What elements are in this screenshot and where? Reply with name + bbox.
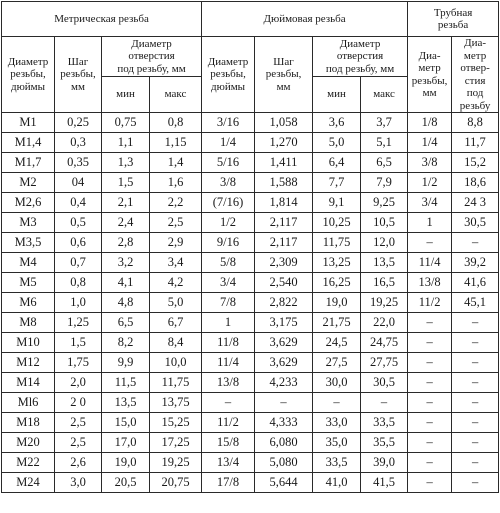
inch-hole-max-cell: 13,5 — [361, 253, 408, 273]
inch-hole-min-cell: 3,6 — [313, 113, 361, 133]
metric-hole-min-cell: 4,8 — [102, 293, 150, 313]
metric-hole-max-cell: 20,75 — [150, 473, 202, 493]
table-row — [2, 153, 499, 173]
metric-pitch-cell: 0,6 — [55, 233, 102, 253]
metric-pitch-cell: 0,35 — [55, 153, 102, 173]
pipe-diameter-cell: 13/8 — [408, 273, 452, 293]
metric-hole-max-cell: 19,25 — [150, 453, 202, 473]
header-line: под резьбу, мм — [117, 62, 186, 75]
metric-pitch-cell: 3,0 — [55, 473, 102, 493]
metric-diameter-cell: M24 — [2, 473, 55, 493]
inch-pitch-cell: 2,822 — [255, 293, 313, 313]
metric-hole-max-cell: 8,4 — [150, 333, 202, 353]
inch-hole-min-cell: 33,5 — [313, 453, 361, 473]
pipe-diameter-cell: 1 — [408, 213, 452, 233]
table-row — [2, 113, 499, 133]
table-row — [2, 473, 499, 493]
pipe-hole-cell: 45,1 — [452, 293, 499, 313]
pipe-hole-cell: 39,2 — [452, 253, 499, 273]
metric-diameter-cell: M20 — [2, 433, 55, 453]
table-body — [2, 113, 499, 493]
inch-hole-min-cell: 41,0 — [313, 473, 361, 493]
metric-diameter-cell: M2,6 — [2, 193, 55, 213]
pipe-diameter-cell: – — [408, 353, 452, 373]
pipe-hole-cell: – — [452, 313, 499, 333]
pipe-diameter-cell: – — [408, 453, 452, 473]
inch-hole-max-cell: 6,5 — [361, 153, 408, 173]
header-line: Шаг — [273, 55, 294, 68]
thread-drill-size-table — [1, 1, 499, 493]
pipe-diameter-cell: 1/4 — [408, 133, 452, 153]
metric-hole-max-cell: 2,9 — [150, 233, 202, 253]
metric-hole-max-cell: 2,5 — [150, 213, 202, 233]
metric-diameter-cell: M8 — [2, 313, 55, 333]
pipe-hole-cell: – — [452, 453, 499, 473]
metric-pitch-cell: 04 — [55, 173, 102, 193]
inch-hole-min-cell: 10,25 — [313, 213, 361, 233]
metric-diameter-cell: M22 — [2, 453, 55, 473]
pipe-diameter-cell: – — [408, 393, 452, 413]
inch-pitch-cell: 1,588 — [255, 173, 313, 193]
metric-hole-max-cell: 10,0 — [150, 353, 202, 373]
pipe-hole-cell: – — [452, 433, 499, 453]
pipe-diameter-cell: – — [408, 313, 452, 333]
metric-diameter-cell: M10 — [2, 333, 55, 353]
table-row — [2, 253, 499, 273]
inch-diameter-cell: 15/8 — [202, 433, 255, 453]
inch-hole-max-cell: 12,0 — [361, 233, 408, 253]
metric-pitch-cell: 2,6 — [55, 453, 102, 473]
metric-hole-min-cell: 1,1 — [102, 133, 150, 153]
table-row — [2, 213, 499, 233]
pipe-thread-group-header — [408, 2, 499, 37]
pipe-diameter-cell: – — [408, 433, 452, 453]
metric-diameter-cell: M2 — [2, 173, 55, 193]
inch-pitch-cell: 4,233 — [255, 373, 313, 393]
header-line: мм — [276, 80, 291, 93]
metric-diameter-cell: M3 — [2, 213, 55, 233]
metric-hole-max-cell: 3,4 — [150, 253, 202, 273]
metric-hole-min-cell: 11,5 — [102, 373, 150, 393]
metric-pitch-cell: 0,8 — [55, 273, 102, 293]
table-row — [2, 353, 499, 373]
metric-diameter-cell: M1 — [2, 113, 55, 133]
pipe-diameter-cell: – — [408, 413, 452, 433]
inch-diameter-cell: 11/2 — [202, 413, 255, 433]
pipe-hole-cell: 11,7 — [452, 133, 499, 153]
table-row — [2, 453, 499, 473]
metric-pitch-cell: 1,0 — [55, 293, 102, 313]
pipe-hole-cell: – — [452, 393, 499, 413]
inch-hole-min-cell: 7,7 — [313, 173, 361, 193]
inch-hole-max-cell: 5,1 — [361, 133, 408, 153]
inch-pitch-cell: 2,117 — [255, 233, 313, 253]
header-line: резьбы, — [210, 68, 246, 81]
inch-diameter-cell: 11/4 — [202, 353, 255, 373]
metric-hole-min-cell: 1,3 — [102, 153, 150, 173]
header-line: резьбы, — [265, 68, 302, 81]
header-line: Диаметр — [339, 37, 381, 50]
inch-pitch-cell: – — [255, 393, 313, 413]
pipe-hole-cell: – — [452, 333, 499, 353]
metric-pitch-cell: 0,7 — [55, 253, 102, 273]
inch-thread-group-header: Дюймовая резьба — [202, 2, 408, 37]
metric-hole-max-cell: 4,2 — [150, 273, 202, 293]
pipe-diameter-cell: – — [408, 473, 452, 493]
pipe-hole-cell: 8,8 — [452, 113, 499, 133]
inch-hole-max-cell: 9,25 — [361, 193, 408, 213]
inch-hole-max-cell: – — [361, 393, 408, 413]
metric-hole-max-cell: 11,75 — [150, 373, 202, 393]
inch-hole-max-cell: 30,5 — [361, 373, 408, 393]
inch-hole-max-cell: 19,25 — [361, 293, 408, 313]
pipe-diameter-cell: – — [408, 333, 452, 353]
metric-hole-min-cell: 4,1 — [102, 273, 150, 293]
inch-pitch-cell: 3,175 — [255, 313, 313, 333]
header-line: Диа- — [418, 49, 441, 62]
metric-diameter-cell: M1,7 — [2, 153, 55, 173]
metric-hole-max-header: макс — [150, 77, 202, 113]
inch-hole-min-cell: 9,1 — [313, 193, 361, 213]
inch-hole-min-cell: 5,0 — [313, 133, 361, 153]
table-row — [2, 393, 499, 413]
header-line: дюймы — [10, 80, 46, 93]
metric-pitch-cell: 1,5 — [55, 333, 102, 353]
metric-diameter-cell: M6 — [2, 293, 55, 313]
inch-diameter-cell: 7/8 — [202, 293, 255, 313]
pipe-diameter-cell: – — [408, 233, 452, 253]
inch-pitch-cell: 6,080 — [255, 433, 313, 453]
header-line: отвер- — [460, 62, 490, 74]
inch-diameter-cell: 11/8 — [202, 333, 255, 353]
header-line: Диаметр — [131, 37, 172, 50]
pipe-hole-cell: 18,6 — [452, 173, 499, 193]
header-line: Диаметр — [207, 55, 249, 68]
metric-hole-min-cell: 2,8 — [102, 233, 150, 253]
table-row — [2, 273, 499, 293]
header-line: под резьбу, мм — [325, 62, 395, 75]
metric-pitch-cell: 0,3 — [55, 133, 102, 153]
metric-hole-max-cell: 17,25 — [150, 433, 202, 453]
header-line: отверстия — [336, 50, 384, 63]
metric-pitch-cell: 0,4 — [55, 193, 102, 213]
inch-hole-min-cell: 19,0 — [313, 293, 361, 313]
metric-hole-min-header: мин — [102, 77, 150, 113]
inch-diameter-cell: 3/8 — [202, 173, 255, 193]
metric-hole-min-cell: 6,5 — [102, 313, 150, 333]
metric-diameter-cell: M12 — [2, 353, 55, 373]
inch-hole-min-cell: 6,4 — [313, 153, 361, 173]
metric-pitch-cell: 2 0 — [55, 393, 102, 413]
inch-hole-min-cell: 33,0 — [313, 413, 361, 433]
inch-hole-min-cell: 24,5 — [313, 333, 361, 353]
header-line: резьбы, — [411, 74, 448, 87]
inch-diameter-cell: 3/4 — [202, 273, 255, 293]
table-row — [2, 293, 499, 313]
metric-hole-max-cell: 1,15 — [150, 133, 202, 153]
inch-diameter-cell: 3/16 — [202, 113, 255, 133]
metric-hole-max-cell: 5,0 — [150, 293, 202, 313]
pipe-diameter-cell: 11/2 — [408, 293, 452, 313]
metric-hole-min-cell: 20,5 — [102, 473, 150, 493]
metric-hole-min-cell: 15,0 — [102, 413, 150, 433]
pipe-hole-cell: – — [452, 413, 499, 433]
metric-hole-min-cell: 17,0 — [102, 433, 150, 453]
table-row — [2, 413, 499, 433]
pipe-thread-header-line: Трубная — [433, 6, 473, 19]
metric-hole-max-cell: 2,2 — [150, 193, 202, 213]
inch-hole-max-header: макс — [361, 77, 408, 113]
inch-pitch-cell: 1,814 — [255, 193, 313, 213]
inch-diameter-header — [202, 37, 255, 113]
inch-hole-max-cell: 22,0 — [361, 313, 408, 333]
inch-hole-max-cell: 10,5 — [361, 213, 408, 233]
inch-hole-min-cell: 30,0 — [313, 373, 361, 393]
inch-hole-min-cell: 16,25 — [313, 273, 361, 293]
inch-diameter-cell: 9/16 — [202, 233, 255, 253]
inch-diameter-cell: 1/2 — [202, 213, 255, 233]
inch-hole-min-cell: 11,75 — [313, 233, 361, 253]
header-line: метр — [418, 62, 441, 74]
inch-hole-max-cell: 16,5 — [361, 273, 408, 293]
inch-pitch-header — [255, 37, 313, 113]
metric-hole-min-cell: 8,2 — [102, 333, 150, 353]
inch-diameter-cell: 1 — [202, 313, 255, 333]
inch-hole-min-cell: 35,0 — [313, 433, 361, 453]
inch-hole-max-cell: 7,9 — [361, 173, 408, 193]
inch-hole-max-cell: 3,7 — [361, 113, 408, 133]
inch-hole-min-header: мин — [313, 77, 361, 113]
table-row — [2, 313, 499, 333]
header-line: Диа- — [464, 37, 487, 49]
metric-diameter-cell: M14 — [2, 373, 55, 393]
inch-diameter-cell: 13/8 — [202, 373, 255, 393]
metric-diameter-cell: M1,4 — [2, 133, 55, 153]
inch-pitch-cell: 5,080 — [255, 453, 313, 473]
metric-pitch-cell: 1,75 — [55, 353, 102, 373]
metric-hole-max-cell: 1,4 — [150, 153, 202, 173]
inch-diameter-cell: (7/16) — [202, 193, 255, 213]
pipe-hole-cell: – — [452, 353, 499, 373]
header-line: Шаг — [67, 55, 89, 68]
pipe-hole-cell: 15,2 — [452, 153, 499, 173]
header-line: резьбы, — [60, 68, 96, 81]
metric-pitch-cell: 0,5 — [55, 213, 102, 233]
pipe-hole-cell: 24 3 — [452, 193, 499, 213]
metric-diameter-cell: M3,5 — [2, 233, 55, 253]
metric-hole-min-cell: 0,75 — [102, 113, 150, 133]
thread-table-container — [1, 1, 499, 493]
inch-hole-max-cell: 35,5 — [361, 433, 408, 453]
metric-diameter-cell: M18 — [2, 413, 55, 433]
pipe-diameter-header — [408, 37, 452, 113]
pipe-hole-cell: – — [452, 233, 499, 253]
pipe-diameter-cell: 11/4 — [408, 253, 452, 273]
inch-hole-max-cell: 33,5 — [361, 413, 408, 433]
table-row — [2, 173, 499, 193]
pipe-hole-diameter-header — [452, 37, 499, 113]
pipe-diameter-cell: 3/8 — [408, 153, 452, 173]
inch-pitch-cell: 1,411 — [255, 153, 313, 173]
metric-hole-min-cell: 13,5 — [102, 393, 150, 413]
pipe-diameter-cell: 1/8 — [408, 113, 452, 133]
metric-hole-max-cell: 15,25 — [150, 413, 202, 433]
metric-hole-max-cell: 0,8 — [150, 113, 202, 133]
inch-hole-min-cell: 13,25 — [313, 253, 361, 273]
metric-hole-min-cell: 2,1 — [102, 193, 150, 213]
metric-diameter-cell: Ml6 — [2, 393, 55, 413]
table-row — [2, 193, 499, 213]
pipe-hole-cell: – — [452, 373, 499, 393]
table-row — [2, 433, 499, 453]
header-line: отверстия — [128, 50, 175, 63]
inch-diameter-cell: – — [202, 393, 255, 413]
table-row — [2, 233, 499, 253]
inch-diameter-cell: 5/16 — [202, 153, 255, 173]
inch-diameter-cell: 17/8 — [202, 473, 255, 493]
pipe-diameter-cell: 1/2 — [408, 173, 452, 193]
metric-pitch-cell: 0,25 — [55, 113, 102, 133]
metric-pitch-cell: 2,5 — [55, 413, 102, 433]
inch-hole-max-cell: 41,5 — [361, 473, 408, 493]
header-line: Диаметр — [7, 55, 49, 68]
inch-pitch-cell: 3,629 — [255, 333, 313, 353]
inch-diameter-cell: 1/4 — [202, 133, 255, 153]
metric-pitch-cell: 2,5 — [55, 433, 102, 453]
pipe-diameter-cell: 3/4 — [408, 193, 452, 213]
metric-hole-min-cell: 3,2 — [102, 253, 150, 273]
header-line: под — [466, 87, 484, 99]
metric-diameter-cell: M4 — [2, 253, 55, 273]
inch-pitch-cell: 3,629 — [255, 353, 313, 373]
pipe-diameter-cell: – — [408, 373, 452, 393]
inch-hole-min-cell: – — [313, 393, 361, 413]
metric-hole-max-cell: 6,7 — [150, 313, 202, 333]
inch-diameter-cell: 5/8 — [202, 253, 255, 273]
metric-hole-min-cell: 19,0 — [102, 453, 150, 473]
table-row — [2, 133, 499, 153]
inch-hole-max-cell: 39,0 — [361, 453, 408, 473]
inch-pitch-cell: 2,117 — [255, 213, 313, 233]
header-line: дюймы — [211, 80, 246, 93]
metric-diameter-header — [2, 37, 55, 113]
inch-hole-min-cell: 21,75 — [313, 313, 361, 333]
metric-pitch-cell: 2,0 — [55, 373, 102, 393]
header-line: резьбы, — [10, 68, 46, 81]
metric-hole-min-cell: 1,5 — [102, 173, 150, 193]
metric-hole-min-cell: 9,9 — [102, 353, 150, 373]
pipe-hole-cell: 30,5 — [452, 213, 499, 233]
metric-hole-min-cell: 2,4 — [102, 213, 150, 233]
metric-pitch-cell: 1,25 — [55, 313, 102, 333]
metric-hole-diameter-header — [102, 37, 202, 77]
inch-pitch-cell: 5,644 — [255, 473, 313, 493]
inch-pitch-cell: 4,333 — [255, 413, 313, 433]
inch-pitch-cell: 1,270 — [255, 133, 313, 153]
inch-hole-max-cell: 27,75 — [361, 353, 408, 373]
inch-diameter-cell: 13/4 — [202, 453, 255, 473]
header-line: мм — [71, 80, 85, 93]
inch-hole-diameter-header — [313, 37, 408, 77]
table-row — [2, 373, 499, 393]
pipe-hole-cell: – — [452, 473, 499, 493]
header-line: мм — [422, 87, 437, 99]
metric-hole-max-cell: 1,6 — [150, 173, 202, 193]
metric-hole-max-cell: 13,75 — [150, 393, 202, 413]
header-line: метр — [463, 49, 487, 62]
pipe-thread-header-line: резьба — [437, 19, 469, 31]
inch-pitch-cell: 1,058 — [255, 113, 313, 133]
pipe-hole-cell: 41,6 — [452, 273, 499, 293]
inch-hole-min-cell: 27,5 — [313, 353, 361, 373]
header-line: резьбу — [459, 99, 491, 112]
table-row — [2, 333, 499, 353]
metric-pitch-header — [55, 37, 102, 113]
metric-thread-group-header: Метрическая резьба — [2, 2, 202, 37]
inch-hole-max-cell: 24,75 — [361, 333, 408, 353]
inch-pitch-cell: 2,309 — [255, 253, 313, 273]
inch-pitch-cell: 2,540 — [255, 273, 313, 293]
metric-diameter-cell: M5 — [2, 273, 55, 293]
header-line: стия — [464, 74, 486, 87]
